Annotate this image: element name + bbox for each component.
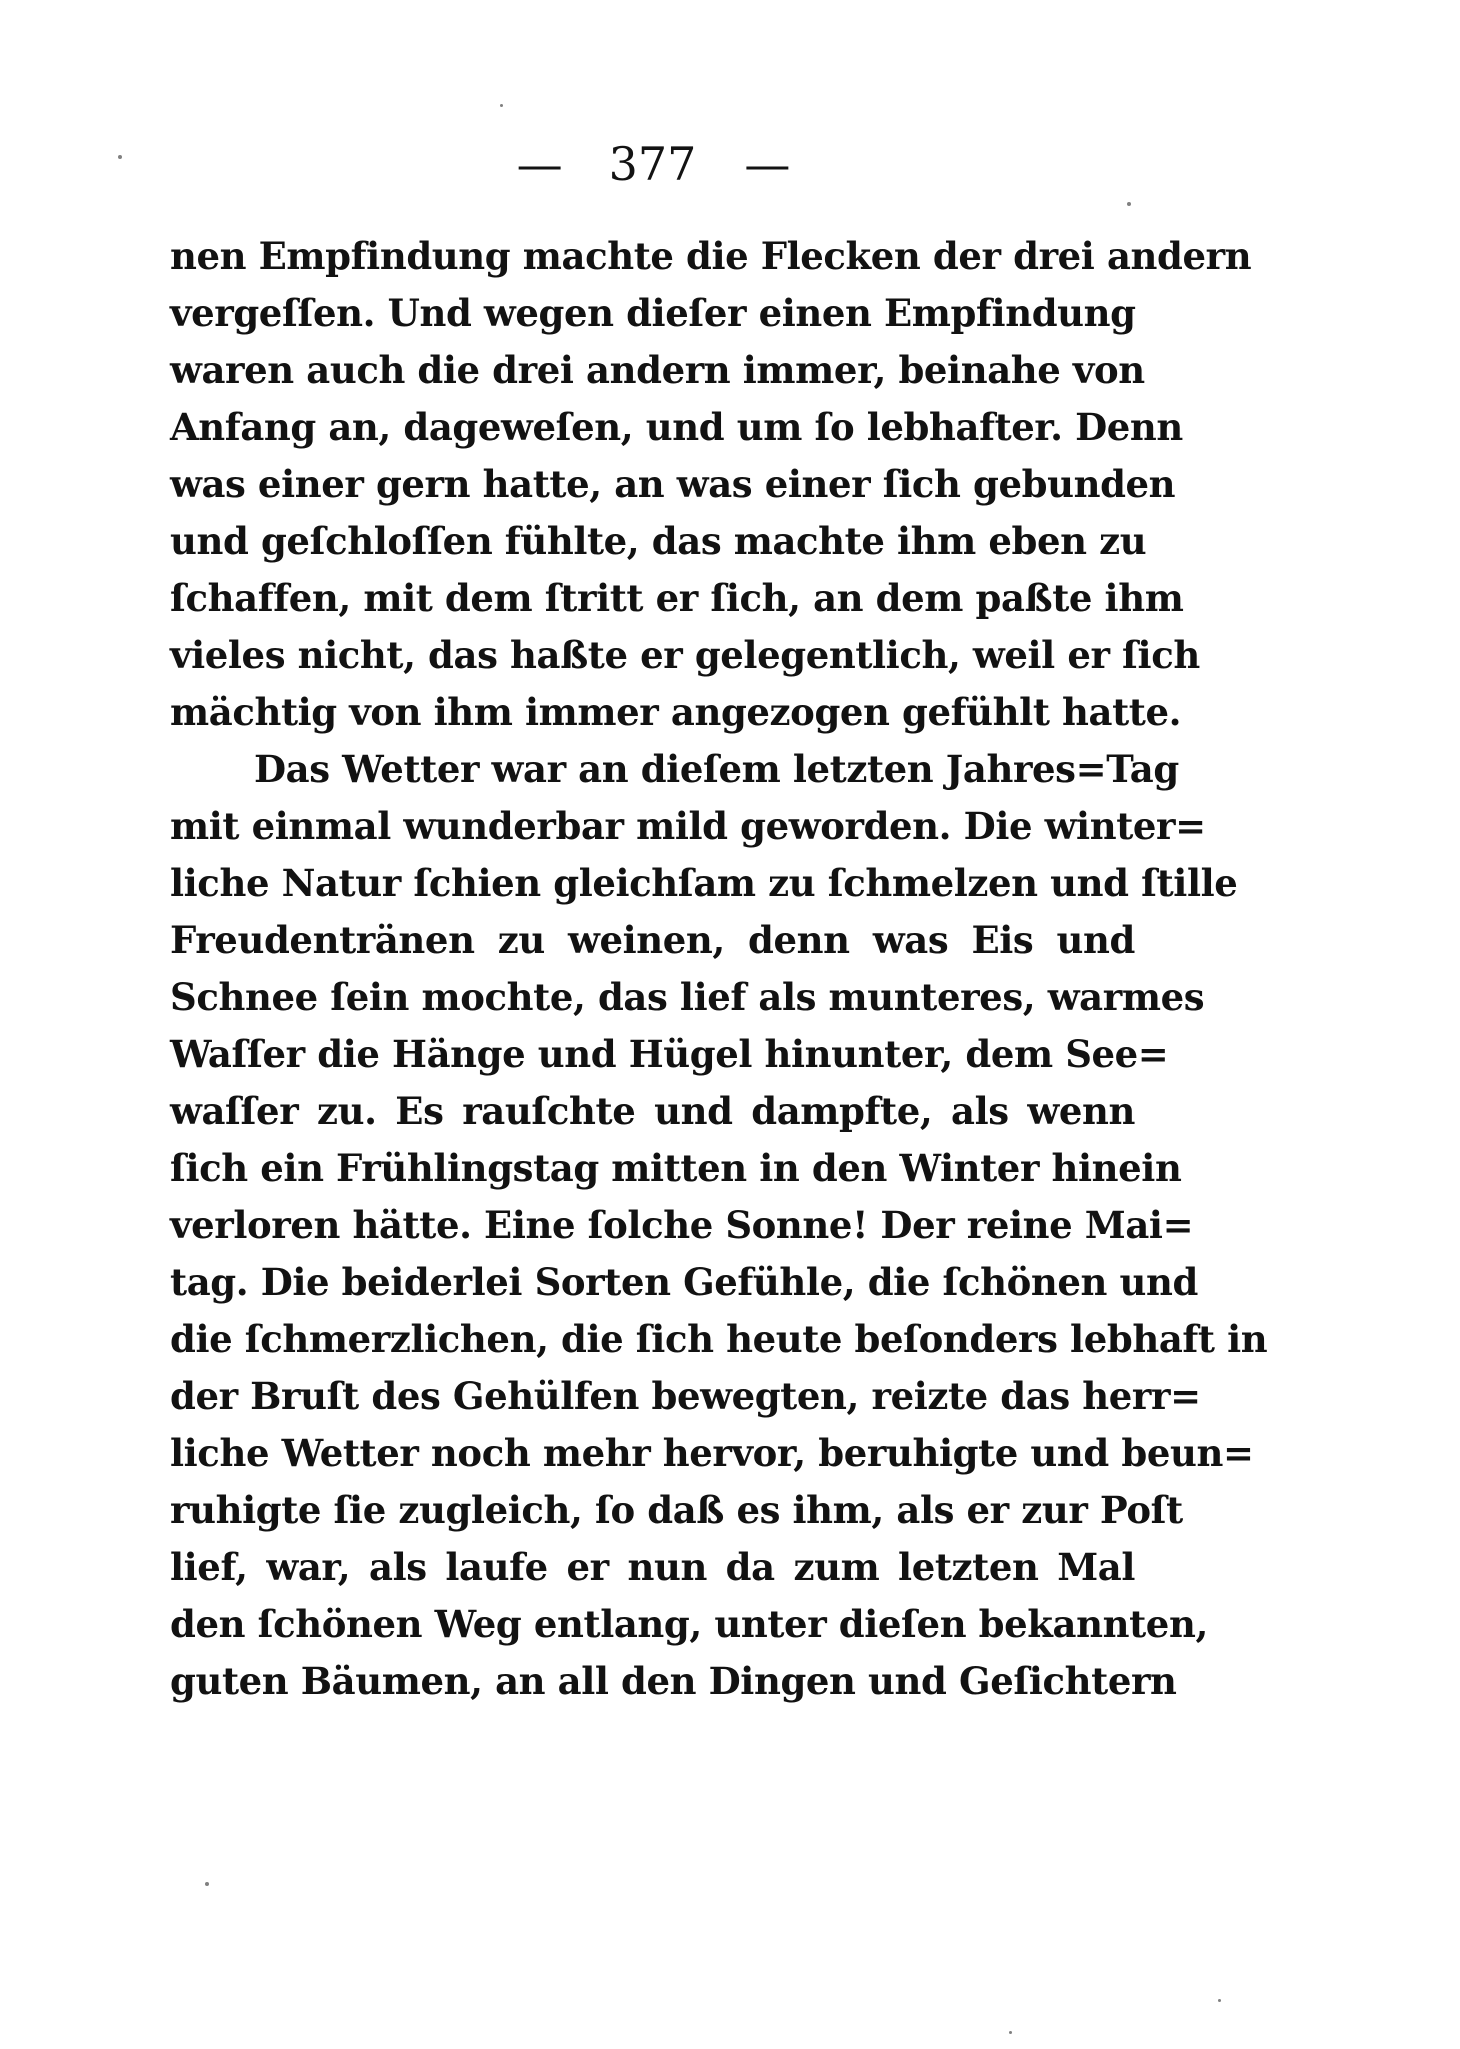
text-line: ſchaffen, mit dem ſtritt er ſich, an dem paßte ihm [170,576,1184,620]
text-line: was einer gern hatte, an was einer ſich gebunden [170,462,1176,506]
scan-speck [500,104,503,107]
text-line: vieles nicht, das haßte er gelegentlich, weil er ſich [170,633,1200,677]
text-line: lief, war, als laufe er nun da zum letzten Mal [170,1545,1135,1589]
text-line: Freudentränen zu weinen, denn was Eis und [170,918,1135,962]
text-line: Waſſer die Hänge und Hügel hinunter, dem See= [170,1032,1169,1076]
scan-speck [1218,1999,1221,2002]
header-dash-left: — [516,137,561,191]
text-line: Das Wetter war an dieſem letzten Jahres=Tag [254,747,1179,791]
text-line: waren auch die drei andern immer, beinahe von [170,348,1145,392]
text-line: der Bruſt des Gehülfen bewegten, reizte das herr= [170,1374,1201,1418]
text-line: vergeſſen. Und wegen dieſer einen Empfindung [170,291,1136,335]
scan-speck [1127,202,1131,206]
text-line: waſſer zu. Es rauſchte und dampfte, als wenn [170,1089,1135,1133]
page-number: 377 [608,137,697,191]
text-block [170,228,1268,1710]
scan-speck [118,155,122,159]
text-line: ſich ein Frühlingstag mitten in den Winter hinein [170,1146,1182,1190]
page-header [170,138,1135,190]
text-line: ruhigte ſie zugleich, ſo daß es ihm, als er zur Poſt [170,1488,1183,1532]
text-line: Anfang an, dageweſen, und um ſo lebhafter. Denn [170,405,1183,449]
text-line: tag. Die beiderlei Sorten Gefühle, die ſchönen und [170,1260,1198,1304]
scan-speck [1009,2031,1012,2034]
text-line: nen Empfindung machte die Flecken der drei andern [170,234,1252,278]
text-line: die ſchmerzlichen, die ſich heute beſonders lebhaft in [170,1317,1268,1361]
text-line: liche Natur ſchien gleichſam zu ſchmelzen und ſtille [170,861,1238,905]
text-line: und geſchloſſen fühlte, das machte ihm eben zu [170,519,1147,563]
text-line: den ſchönen Weg entlang, unter dieſen bekannten, [170,1602,1208,1646]
text-line: guten Bäumen, an all den Dingen und Geſichtern [170,1659,1177,1703]
header-dash-right: — [744,137,789,191]
text-line: mit einmal wunderbar mild geworden. Die winter= [170,804,1206,848]
text-line: Schnee ſein mochte, das lief als munteres, warmes [170,975,1205,1019]
text-line: verloren hätte. Eine ſolche Sonne! Der reine Mai= [170,1203,1194,1247]
scan-speck [205,1882,209,1886]
text-line: liche Wetter noch mehr hervor, beruhigte und beun= [170,1431,1254,1475]
text-line: mächtig von ihm immer angezogen gefühlt hatte. [170,690,1182,734]
